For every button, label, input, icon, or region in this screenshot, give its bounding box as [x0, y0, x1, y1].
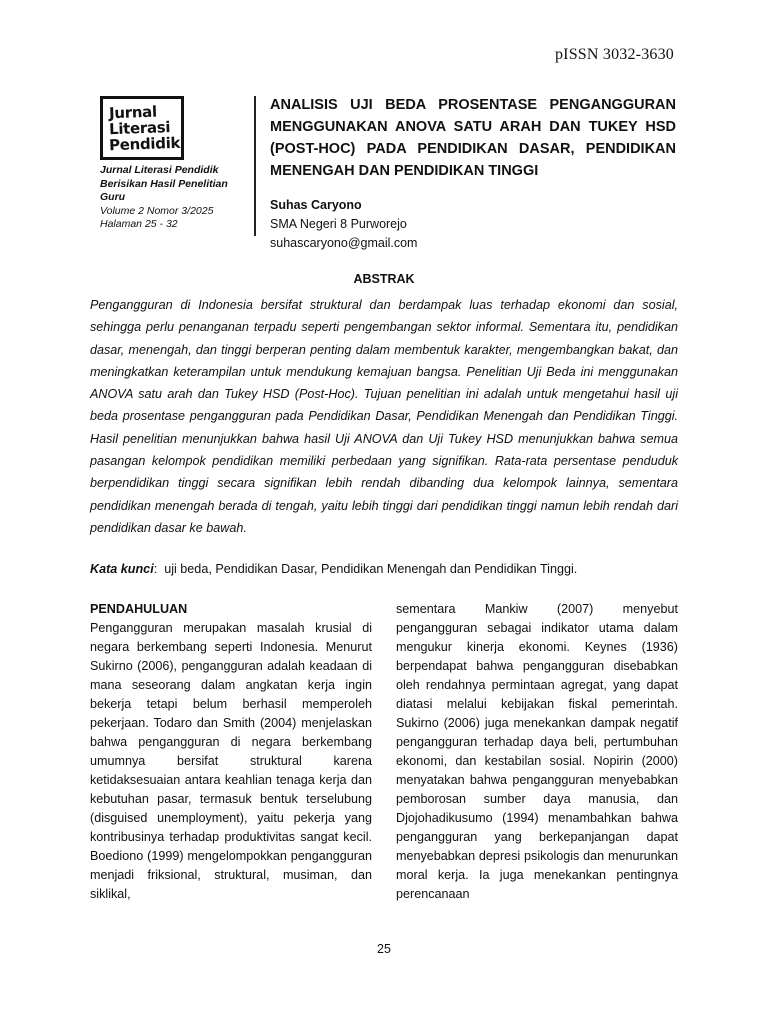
keywords-line: Kata kunci: uji beda, Pendidikan Dasar, Pendidikan Menengah dan Pendidikan Tinggi.: [90, 562, 578, 576]
header-divider: [254, 96, 256, 236]
journal-pages: Halaman 25 - 32: [100, 218, 178, 230]
journal-volume: Volume 2 Nomor 3/2025: [100, 204, 214, 217]
keywords-label: Kata kunci: [90, 562, 154, 576]
body-column-left: [90, 600, 372, 904]
journal-logo: [100, 96, 184, 160]
issn-label: pISSN 3032-3630: [554, 46, 674, 63]
logo-line-3: Pendidik: [108, 133, 181, 155]
logo-line-2: Literasi: [108, 118, 171, 139]
abstract-heading: ABSTRAK: [353, 272, 415, 286]
abstract-text: Pengangguran di Indonesia bersifat struktural dan berdampak luas terhadap ekonomi dan sosial, sehingga perlu penanganan terpadu seperti pengembangan sektor informal. Sementara itu, pendidikan dasar, menengah, dan tinggi berperan penting dalam membentuk karakter, mengembangkan bakat, dan meningkatkan keterampilan untuk mendukung kemajuan bangsa. Penelitian Uji Beda ini menggunakan ANOVA satu arah dan Tukey HSD (Post-Hoc). Tujuan penelitian ini adalah untuk mengetahui hasil uji beda prosentase pengangguran pada Pendidikan Dasar, Pendidikan Menengah dan Pendidikan Tinggi. Hasil penelitian menunjukkan bahwa hasil Uji ANOVA dan Uji Tukey HSD menunjukkan bahwa semua pasangan kelompok pendidikan memiliki perbedaan yang signifikan. Rata-rata persentase penduduk berpendidikan tinggi secara signifikan lebih rendah dibanding dua kelompok lainnya, sementara pendidikan menengah berada di tengah, yaitu lebih tinggi dari pendidikan tinggi namun lebih rendah dari pendidikan dasar ke bawah.: [90, 298, 678, 535]
author-affiliation: SMA Negeri 8 Purworejo: [270, 217, 407, 231]
author-name: Suhas Caryono: [270, 198, 362, 212]
body-paragraph-left: Pengangguran merupakan masalah krusial di negara berkembang seperti Indonesia. Menurut Sukirno (2006), pengangguran adalah keadaan di mana seseorang dalam angkatan kerja ingin bekerja tetapi belum berhasil memperoleh pekerjaan. Todaro dan Smith (2004) menjelaskan bahwa pengangguran di negara berkembang umumnya bersifat struktural karena ketidaksesuaian antara keahlian tenaga kerja dan kebutuhan pasar, termasuk bentuk terselubung (disguised unemployment), yaitu pekerja yang kontribusinya terhadap produktivitas sangat kecil. Boediono (1999) mengelompokkan pengangguran menjadi friksional, struktural, musiman, dan siklikal,: [90, 621, 372, 901]
keywords-text: uji beda, Pendidikan Dasar, Pendidikan Menengah dan Pendidikan Tinggi.: [164, 562, 578, 576]
body-column-right: [396, 600, 678, 904]
page-number: 25: [377, 942, 391, 956]
author-email: suhascaryono@gmail.com: [270, 236, 418, 250]
journal-info: [100, 164, 250, 232]
article-title: ANALISIS UJI BEDA PROSENTASE PENGANGGURAN MENGGUNAKAN ANOVA SATU ARAH DAN TUKEY HSD (POST-HOC) PADA PENDIDIKAN DASAR, PENDIDIKAN MENENGAH DAN PENDIDIKAN TINGGI: [270, 97, 676, 179]
author-block: [270, 196, 417, 253]
journal-tagline: Berisikan Hasil Penelitian Guru: [100, 177, 228, 203]
section-heading: PENDAHULUAN: [90, 602, 188, 616]
body-paragraph-right: sementara Mankiw (2007) menyebut pengangguran sebagai indikator utama dalam mengukur kinerja ekonomi. Keynes (1936) berpendapat bahwa pengangguran disebabkan oleh rendahnya permintaan agregat, yang dapat diatasi melalui kebijakan fiskal pemerintah. Sukirno (2006) juga menekankan dampak negatif pengangguran terhadap daya beli, pertumbuhan ekonomi, dan kestabilan sosial. Nopirin (2000) menyatakan bahwa pengangguran menyebabkan pemborosan sumber daya manusia, dan Djojohadikusumo (1994) menambahkan bahwa pengangguran yang berkepanjangan dapat menyebabkan depresi psikologis dan menurunkan moral kerja. Ia juga menekankan pentingnya perencanaan: [396, 602, 678, 901]
logo-line-1: Jurnal: [108, 102, 158, 123]
journal-name: Jurnal Literasi Pendidik: [100, 164, 219, 176]
